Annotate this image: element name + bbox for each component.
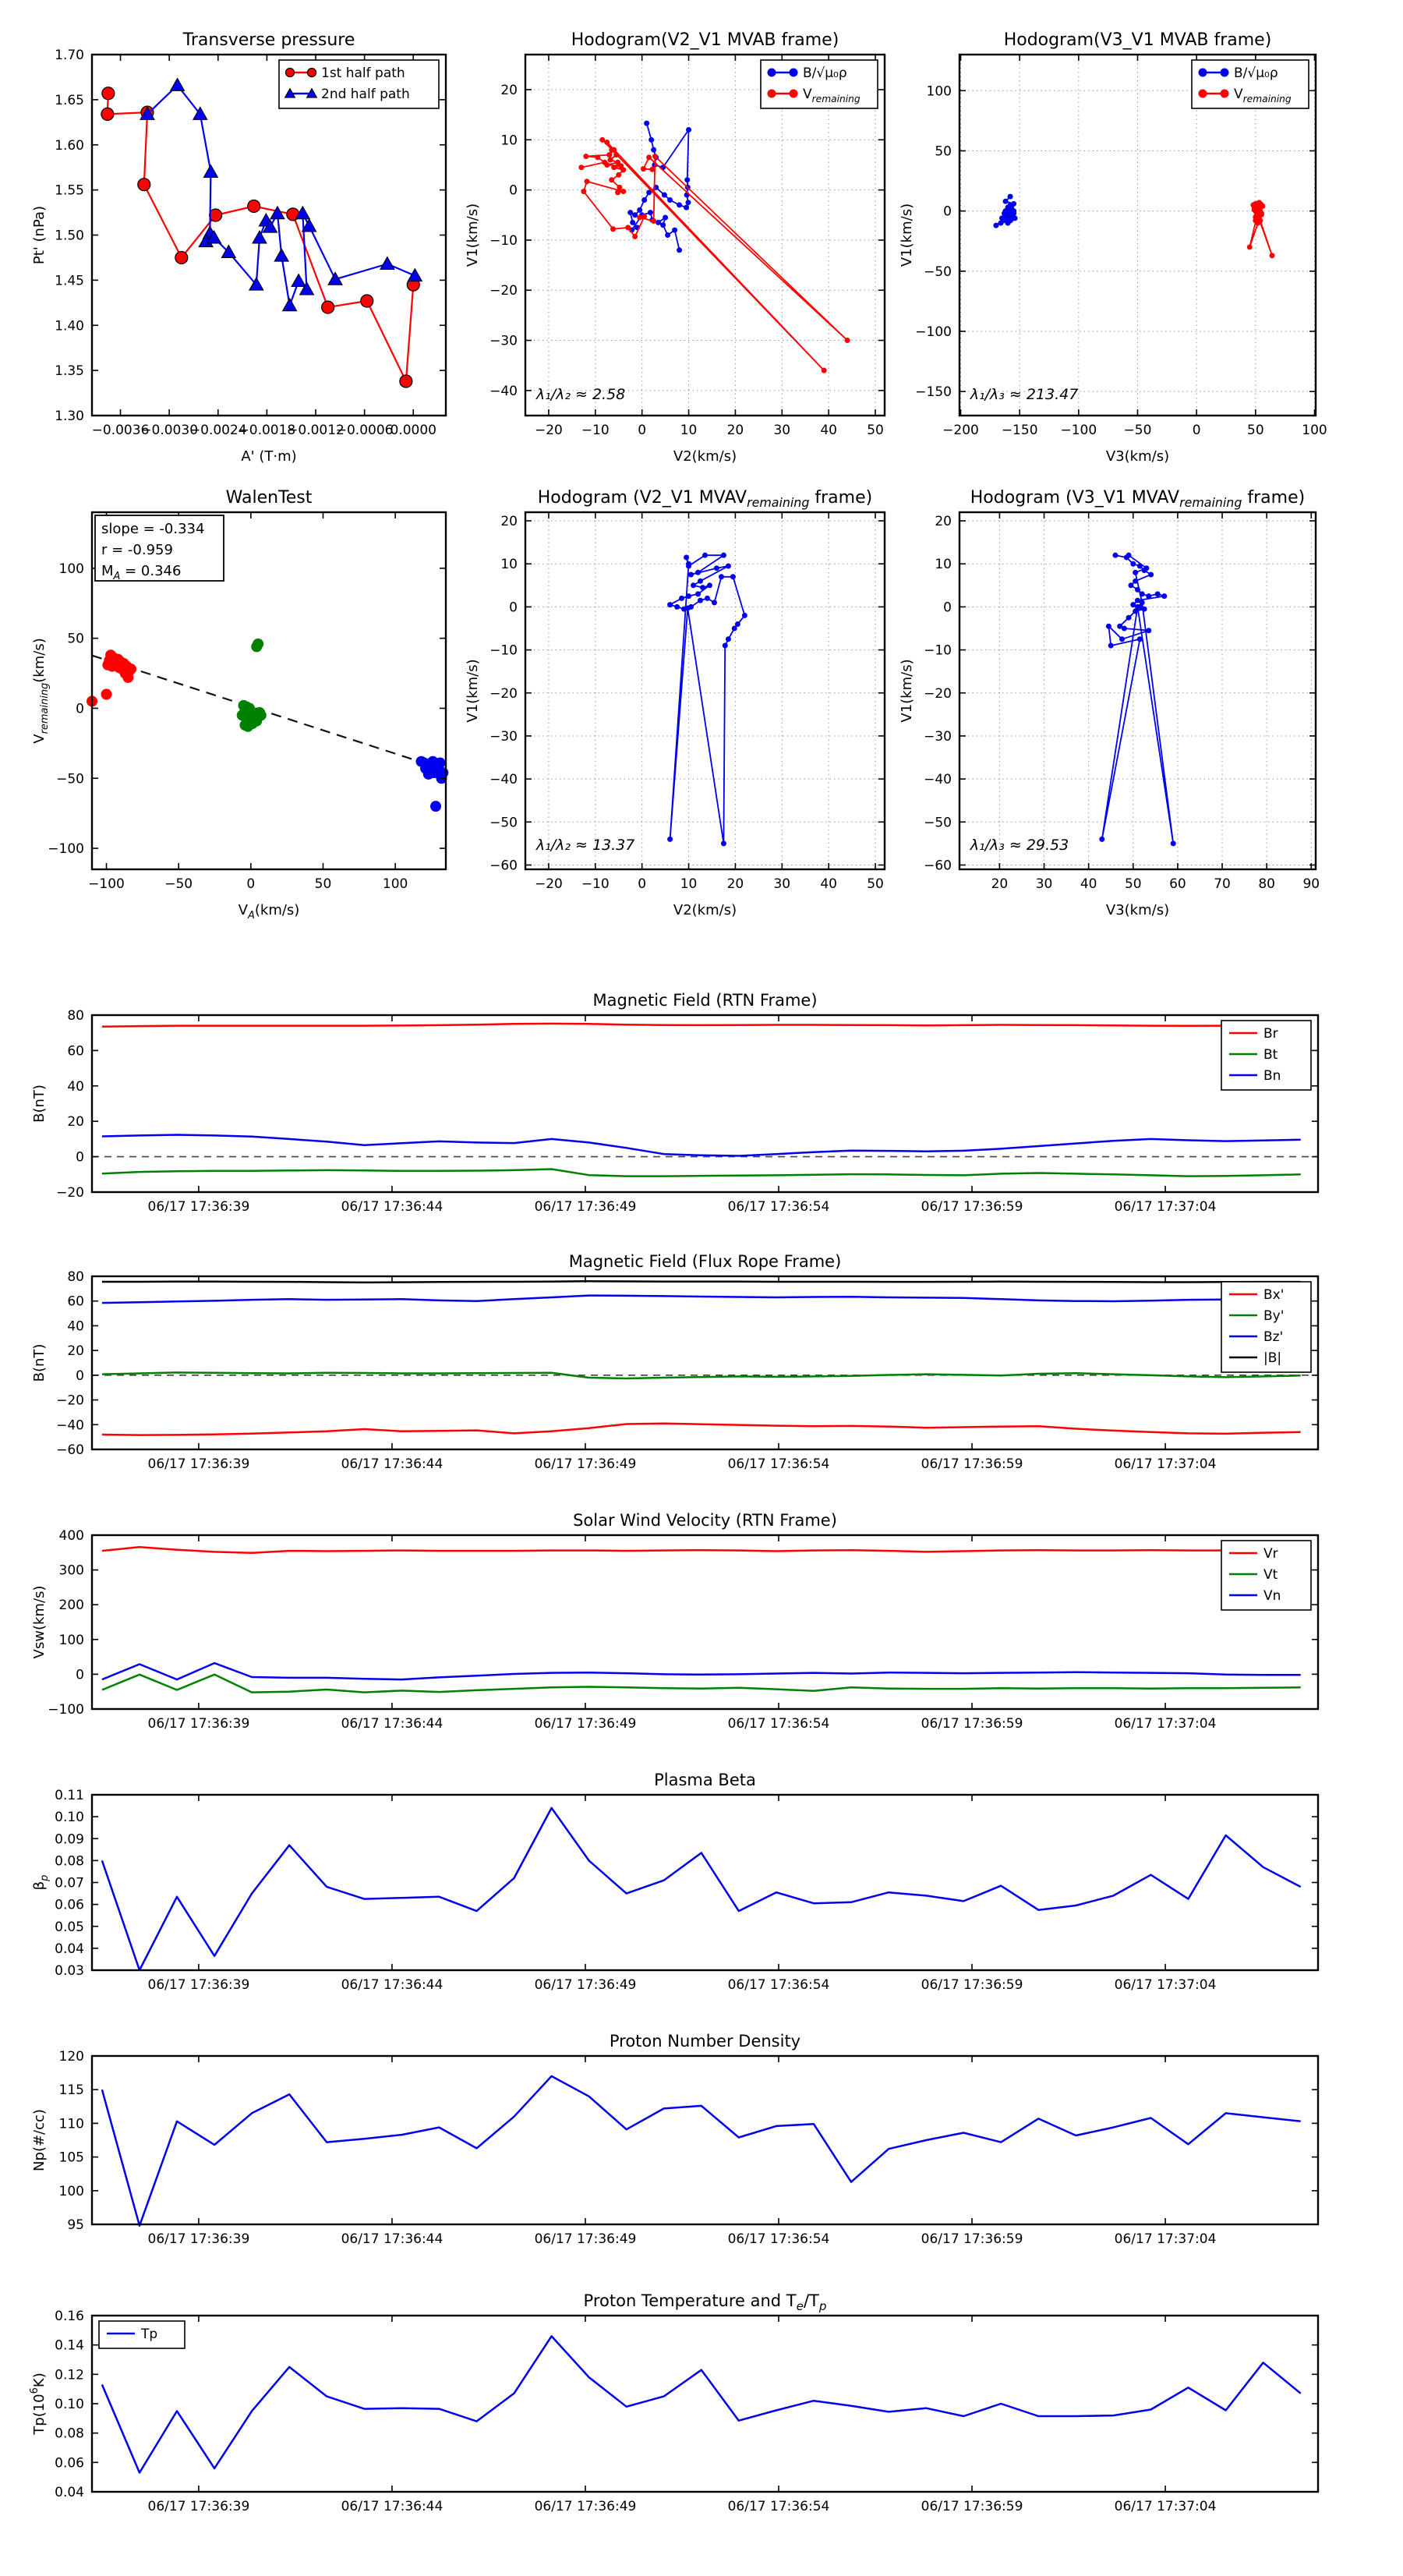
- svg-text:−100: −100: [88, 876, 125, 892]
- svg-text:−0.0012: −0.0012: [287, 423, 345, 438]
- svg-text:By': By': [1263, 1308, 1285, 1324]
- svg-text:06/17 17:36:59: 06/17 17:36:59: [921, 2499, 1023, 2514]
- svg-text:−100: −100: [1060, 423, 1097, 438]
- svg-text:−40: −40: [489, 772, 518, 788]
- svg-text:Hodogram(V2_V1 MVAB frame): Hodogram(V2_V1 MVAB frame): [571, 30, 839, 50]
- svg-text:1.55: 1.55: [55, 182, 84, 199]
- svg-text:10: 10: [500, 557, 518, 573]
- svg-text:0.16: 0.16: [55, 2309, 84, 2324]
- svg-text:06/17 17:37:04: 06/17 17:37:04: [1114, 1199, 1217, 1215]
- svg-text:110: 110: [58, 2116, 84, 2132]
- svg-text:Pt' (nPa): Pt' (nPa): [31, 205, 48, 265]
- svg-text:−50: −50: [489, 815, 518, 831]
- plot-magnetic-field-rtn: [31, 991, 1318, 1215]
- svg-text:λ₁/λ₃ ≈ 213.47: λ₁/λ₃ ≈ 213.47: [970, 386, 1079, 404]
- svg-text:0.06: 0.06: [55, 2455, 84, 2472]
- svg-text:06/17 17:36:54: 06/17 17:36:54: [727, 2499, 830, 2514]
- svg-text:300: 300: [58, 1562, 84, 1579]
- svg-text:λ₁/λ₂ ≈ 13.37: λ₁/λ₂ ≈ 13.37: [535, 836, 635, 854]
- svg-text:−30: −30: [489, 728, 518, 745]
- svg-text:06/17 17:37:04: 06/17 17:37:04: [1114, 2499, 1217, 2514]
- svg-text:20: 20: [500, 514, 518, 530]
- svg-text:0: 0: [638, 876, 647, 892]
- svg-text:−20: −20: [489, 685, 518, 702]
- svg-text:120: 120: [58, 2049, 84, 2065]
- svg-text:06/17 17:36:44: 06/17 17:36:44: [341, 1199, 444, 1215]
- svg-text:20: 20: [726, 423, 744, 438]
- svg-text:0.05: 0.05: [55, 1919, 84, 1935]
- svg-text:V3(km/s): V3(km/s): [1105, 448, 1170, 465]
- svg-text:0.10: 0.10: [55, 1810, 84, 1826]
- svg-text:V1(km/s): V1(km/s): [465, 203, 481, 267]
- plot-magnetic-field-flux-rope: [31, 1252, 1318, 1472]
- plot-proton-number-density: [31, 2032, 1318, 2247]
- svg-text:06/17 17:36:59: 06/17 17:36:59: [921, 1456, 1023, 1472]
- svg-text:06/17 17:36:44: 06/17 17:36:44: [341, 1716, 444, 1732]
- svg-text:06/17 17:36:54: 06/17 17:36:54: [727, 1716, 830, 1732]
- svg-text:100: 100: [382, 876, 408, 892]
- svg-text:06/17 17:36:59: 06/17 17:36:59: [921, 1716, 1023, 1732]
- plot-hodogram-v3v1-mvav: [899, 488, 1320, 918]
- plot-solar-wind-velocity: [31, 1511, 1318, 1732]
- svg-text:−100: −100: [915, 324, 952, 340]
- svg-text:40: 40: [820, 876, 837, 892]
- svg-text:Tp(106K): $Tp(10^6K)$: [29, 2373, 48, 2435]
- svg-text:100: 100: [1302, 423, 1327, 438]
- plot-proton-temperature: [29, 2291, 1318, 2514]
- svg-text:06/17 17:36:54: 06/17 17:36:54: [727, 1977, 830, 1993]
- svg-text:0.08: 0.08: [55, 2426, 84, 2442]
- svg-text:30: 30: [773, 876, 791, 892]
- svg-text:slope = -0.334: slope = -0.334: [101, 521, 205, 537]
- svg-text:Transverse pressure: Transverse pressure: [182, 30, 355, 50]
- svg-text:0.12: 0.12: [55, 2367, 84, 2383]
- svg-text:50: 50: [314, 876, 332, 892]
- svg-text:70: 70: [1214, 876, 1231, 892]
- svg-text:λ₁/λ₂ ≈ 2.58: λ₁/λ₂ ≈ 2.58: [535, 386, 626, 404]
- svg-text:Tp: Tp: [141, 2327, 158, 2342]
- svg-text:06/17 17:36:44: 06/17 17:36:44: [341, 2499, 444, 2514]
- svg-text:V1(km/s): V1(km/s): [899, 203, 915, 267]
- svg-text:B(nT): B(nT): [31, 1343, 48, 1382]
- svg-text:βp: $\beta_p$: [31, 1874, 51, 1891]
- svg-text:−200: −200: [942, 423, 979, 438]
- svg-text:06/17 17:36:39: 06/17 17:36:39: [147, 2499, 250, 2514]
- svg-text:10: 10: [680, 423, 698, 438]
- svg-text:Plasma Beta: Plasma Beta: [654, 1771, 756, 1789]
- svg-text:30: 30: [1035, 876, 1053, 892]
- svg-text:400: 400: [58, 1528, 84, 1544]
- svg-text:1.50: 1.50: [55, 228, 84, 244]
- svg-text:−150: −150: [1001, 423, 1038, 438]
- svg-text:10: 10: [680, 876, 698, 892]
- svg-text:V1(km/s): V1(km/s): [465, 659, 481, 723]
- svg-text:40: 40: [820, 423, 837, 438]
- svg-text:Bn: Bn: [1263, 1068, 1281, 1084]
- svg-text:B/√μ₀ρ: B/√μ₀ρ: [1234, 65, 1278, 81]
- svg-text:0: 0: [76, 1368, 84, 1384]
- svg-text:0.10: 0.10: [55, 2397, 84, 2412]
- svg-text:0: 0: [638, 423, 647, 438]
- svg-text:0.09: 0.09: [55, 1831, 84, 1848]
- svg-text:Solar Wind Velocity (RTN Frame: Solar Wind Velocity (RTN Frame): [573, 1511, 837, 1530]
- svg-text:Vt: Vt: [1263, 1567, 1278, 1583]
- svg-text:06/17 17:36:49: 06/17 17:36:49: [534, 1456, 637, 1472]
- svg-text:Br: Br: [1263, 1026, 1278, 1042]
- svg-text:−20: −20: [534, 423, 563, 438]
- svg-text:50: 50: [867, 876, 884, 892]
- svg-text:−40: −40: [489, 383, 518, 399]
- svg-text:0: 0: [943, 203, 952, 220]
- svg-text:Bt: Bt: [1263, 1047, 1278, 1063]
- svg-text:80: 80: [67, 1008, 84, 1024]
- svg-text:30: 30: [773, 423, 791, 438]
- svg-text:60: 60: [67, 1293, 84, 1310]
- svg-text:Bz': Bz': [1263, 1329, 1284, 1345]
- svg-text:V3(km/s): V3(km/s): [1105, 902, 1170, 918]
- svg-text:06/17 17:36:49: 06/17 17:36:49: [534, 1977, 637, 1993]
- svg-text:−50: −50: [924, 815, 952, 831]
- svg-text:06/17 17:36:39: 06/17 17:36:39: [147, 1977, 250, 1993]
- svg-text:95: 95: [67, 2217, 84, 2233]
- svg-text:80: 80: [1258, 876, 1275, 892]
- svg-text:VA(km/s): $V_A(km/s)$: [238, 902, 300, 922]
- svg-text:Vremaining(km/s): $V_{remaining}(km/s)$: [31, 638, 51, 744]
- svg-text:0.11: 0.11: [55, 1788, 84, 1803]
- svg-text:06/17 17:36:49: 06/17 17:36:49: [534, 2499, 637, 2514]
- svg-text:1.35: 1.35: [55, 363, 84, 380]
- svg-text:06/17 17:36:49: 06/17 17:36:49: [534, 1716, 637, 1732]
- svg-text:B(nT): B(nT): [31, 1085, 48, 1123]
- svg-text:0.03: 0.03: [55, 1963, 84, 1979]
- svg-text:A' (T·m): A' (T·m): [241, 448, 297, 465]
- svg-text:0.0000: 0.0000: [390, 423, 436, 438]
- svg-text:100: 100: [58, 2183, 84, 2199]
- svg-text:V2(km/s): V2(km/s): [673, 902, 737, 918]
- svg-text:−50: −50: [56, 771, 84, 787]
- svg-text:06/17 17:36:39: 06/17 17:36:39: [147, 1456, 250, 1472]
- svg-text:0.07: 0.07: [55, 1875, 84, 1891]
- svg-text:V2(km/s): V2(km/s): [673, 448, 737, 465]
- svg-text:−10: −10: [581, 423, 610, 438]
- svg-text:0.04: 0.04: [55, 1941, 84, 1957]
- svg-text:−60: −60: [56, 1442, 84, 1458]
- svg-text:20: 20: [991, 876, 1009, 892]
- svg-text:−40: −40: [924, 772, 952, 788]
- svg-text:V1(km/s): V1(km/s): [899, 659, 915, 723]
- svg-text:−20: −20: [56, 1392, 84, 1409]
- svg-text:r = -0.959: r = -0.959: [101, 542, 173, 558]
- svg-text:MA = 0.346: $M_A = 0.346$: [101, 563, 182, 582]
- svg-text:−50: −50: [164, 876, 193, 892]
- svg-text:−0.0030: −0.0030: [140, 423, 199, 438]
- svg-text:200: 200: [58, 1598, 84, 1614]
- svg-text:20: 20: [67, 1114, 84, 1131]
- svg-text:Proton Temperature and Te/Tp: Proton Temperature and $T_e/T_p$: [583, 2291, 827, 2313]
- svg-text:06/17 17:36:39: 06/17 17:36:39: [147, 1199, 250, 1215]
- svg-text:60: 60: [67, 1043, 84, 1060]
- svg-text:90: 90: [1302, 876, 1320, 892]
- svg-text:06/17 17:36:54: 06/17 17:36:54: [727, 1199, 830, 1215]
- svg-text:50: 50: [867, 423, 884, 438]
- plot-transverse-pressure: [31, 30, 446, 465]
- plot-plasma-beta: [31, 1771, 1318, 1993]
- svg-text:40: 40: [67, 1078, 84, 1095]
- svg-text:Bx': Bx': [1263, 1287, 1285, 1303]
- svg-text:50: 50: [1247, 423, 1264, 438]
- svg-text:06/17 17:37:04: 06/17 17:37:04: [1114, 2231, 1217, 2247]
- svg-text:100: 100: [58, 1632, 84, 1648]
- svg-text:06/17 17:36:59: 06/17 17:36:59: [921, 1977, 1023, 1993]
- svg-text:20: 20: [67, 1343, 84, 1360]
- svg-text:50: 50: [935, 143, 952, 160]
- svg-text:105: 105: [58, 2150, 84, 2166]
- svg-text:0: 0: [76, 1667, 84, 1683]
- svg-text:06/17 17:36:59: 06/17 17:36:59: [921, 1199, 1023, 1215]
- svg-text:−20: −20: [534, 876, 563, 892]
- svg-text:06/17 17:37:04: 06/17 17:37:04: [1114, 1716, 1217, 1732]
- svg-text:1.65: 1.65: [55, 92, 84, 108]
- svg-text:−40: −40: [56, 1417, 84, 1434]
- svg-text:B/√μ₀ρ: B/√μ₀ρ: [803, 65, 847, 81]
- svg-text:06/17 17:36:54: 06/17 17:36:54: [727, 1456, 830, 1472]
- svg-text:06/17 17:36:39: 06/17 17:36:39: [147, 2231, 250, 2247]
- svg-text:−0.0018: −0.0018: [238, 423, 296, 438]
- svg-text:0: 0: [509, 182, 518, 199]
- svg-text:−10: −10: [924, 642, 952, 659]
- svg-text:λ₁/λ₃ ≈ 29.53: λ₁/λ₃ ≈ 29.53: [970, 836, 1069, 854]
- svg-text:−60: −60: [489, 858, 518, 874]
- svg-text:−20: −20: [924, 685, 952, 702]
- svg-text:100: 100: [58, 561, 84, 577]
- svg-text:1.40: 1.40: [55, 318, 84, 334]
- plot-walen-test: [31, 488, 448, 922]
- svg-text:Hodogram (V3_V1 MVAVremaining: Hodogram (V3_V1 $MVAV_{remaining}$ frame): [970, 488, 1306, 510]
- svg-text:−30: −30: [489, 333, 518, 349]
- svg-text:Vremaining: $V_{remaining}$: [803, 87, 861, 104]
- svg-text:Hodogram (V2_V1 MVAVremaining: Hodogram (V2_V1 $MVAV_{remaining}$ frame): [537, 488, 873, 510]
- svg-text:40: 40: [67, 1318, 84, 1335]
- svg-text:−150: −150: [915, 384, 952, 401]
- svg-text:Vsw(km/s): Vsw(km/s): [31, 1585, 48, 1659]
- svg-text:−50: −50: [1123, 423, 1152, 438]
- svg-text:0: 0: [76, 1149, 84, 1166]
- svg-text:Proton Number Density: Proton Number Density: [609, 2032, 801, 2051]
- svg-text:−10: −10: [489, 232, 518, 249]
- svg-text:06/17 17:36:39: 06/17 17:36:39: [147, 1716, 250, 1732]
- svg-text:0.04: 0.04: [55, 2485, 84, 2500]
- svg-text:−20: −20: [56, 1185, 84, 1201]
- svg-text:−20: −20: [489, 283, 518, 299]
- svg-text:0: 0: [943, 600, 952, 616]
- svg-text:−100: −100: [48, 1702, 84, 1718]
- svg-text:−10: −10: [489, 642, 518, 659]
- svg-text:1.60: 1.60: [55, 137, 84, 154]
- svg-text:−30: −30: [924, 728, 952, 745]
- svg-text:Hodogram(V3_V1 MVAB frame): Hodogram(V3_V1 MVAB frame): [1003, 30, 1272, 50]
- svg-text:2nd half path: 2nd half path: [321, 87, 410, 102]
- svg-text:−100: −100: [48, 841, 84, 858]
- svg-text:−50: −50: [924, 264, 952, 280]
- svg-text:Vn: Vn: [1263, 1588, 1281, 1604]
- svg-text:50: 50: [67, 631, 84, 647]
- svg-text:0.08: 0.08: [55, 1853, 84, 1870]
- svg-text:0: 0: [509, 600, 518, 616]
- svg-text:WalenTest: WalenTest: [225, 488, 313, 508]
- svg-text:0.14: 0.14: [55, 2337, 84, 2354]
- svg-text:1st half path: 1st half path: [321, 65, 405, 81]
- svg-text:|B|: |B|: [1263, 1350, 1282, 1366]
- svg-text:−10: −10: [581, 876, 610, 892]
- plot-hodogram-v2v1-mvav: [465, 488, 885, 918]
- plot-hodogram-v3v1-mvab: [899, 30, 1327, 465]
- svg-text:80: 80: [67, 1269, 84, 1285]
- svg-text:−0.0024: −0.0024: [189, 423, 247, 438]
- svg-text:1.30: 1.30: [55, 409, 84, 424]
- svg-text:60: 60: [1169, 876, 1186, 892]
- svg-text:Vremaining: $V_{remaining}$: [1234, 87, 1292, 104]
- svg-text:1.45: 1.45: [55, 273, 84, 289]
- svg-text:20: 20: [726, 876, 744, 892]
- svg-text:40: 40: [1080, 876, 1097, 892]
- svg-text:Magnetic Field (Flux Rope Fram: Magnetic Field (Flux Rope Frame): [568, 1252, 842, 1271]
- svg-text:06/17 17:36:49: 06/17 17:36:49: [534, 2231, 637, 2247]
- svg-text:50: 50: [1124, 876, 1142, 892]
- svg-text:20: 20: [500, 83, 518, 99]
- svg-text:06/17 17:36:49: 06/17 17:36:49: [534, 1199, 637, 1215]
- svg-text:06/17 17:36:44: 06/17 17:36:44: [341, 1977, 444, 1993]
- svg-text:115: 115: [58, 2082, 84, 2099]
- svg-text:100: 100: [926, 83, 952, 100]
- svg-text:10: 10: [935, 557, 952, 573]
- svg-text:06/17 17:36:44: 06/17 17:36:44: [341, 1456, 444, 1472]
- svg-text:−0.0036: −0.0036: [91, 423, 150, 438]
- svg-text:06/17 17:36:59: 06/17 17:36:59: [921, 2231, 1023, 2247]
- svg-text:−60: −60: [924, 858, 952, 874]
- svg-text:06/17 17:37:04: 06/17 17:37:04: [1114, 1456, 1217, 1472]
- plot-hodogram-v2v1-mvab: [465, 30, 885, 465]
- svg-text:Vr: Vr: [1263, 1546, 1278, 1562]
- svg-text:0.06: 0.06: [55, 1897, 84, 1913]
- svg-text:Np(#/cc): Np(#/cc): [31, 2109, 48, 2171]
- svg-text:06/17 17:36:44: 06/17 17:36:44: [341, 2231, 444, 2247]
- svg-text:20: 20: [935, 514, 952, 530]
- svg-text:0: 0: [76, 701, 84, 717]
- svg-text:0: 0: [246, 876, 256, 892]
- svg-text:0: 0: [1192, 423, 1201, 438]
- svg-text:1.70: 1.70: [55, 48, 84, 63]
- svg-text:10: 10: [500, 133, 518, 149]
- svg-text:−0.0006: −0.0006: [335, 423, 394, 438]
- svg-text:06/17 17:37:04: 06/17 17:37:04: [1114, 1977, 1217, 1993]
- svg-text:Magnetic Field (RTN Frame): Magnetic Field (RTN Frame): [592, 991, 818, 1010]
- svg-text:06/17 17:36:54: 06/17 17:36:54: [727, 2231, 830, 2247]
